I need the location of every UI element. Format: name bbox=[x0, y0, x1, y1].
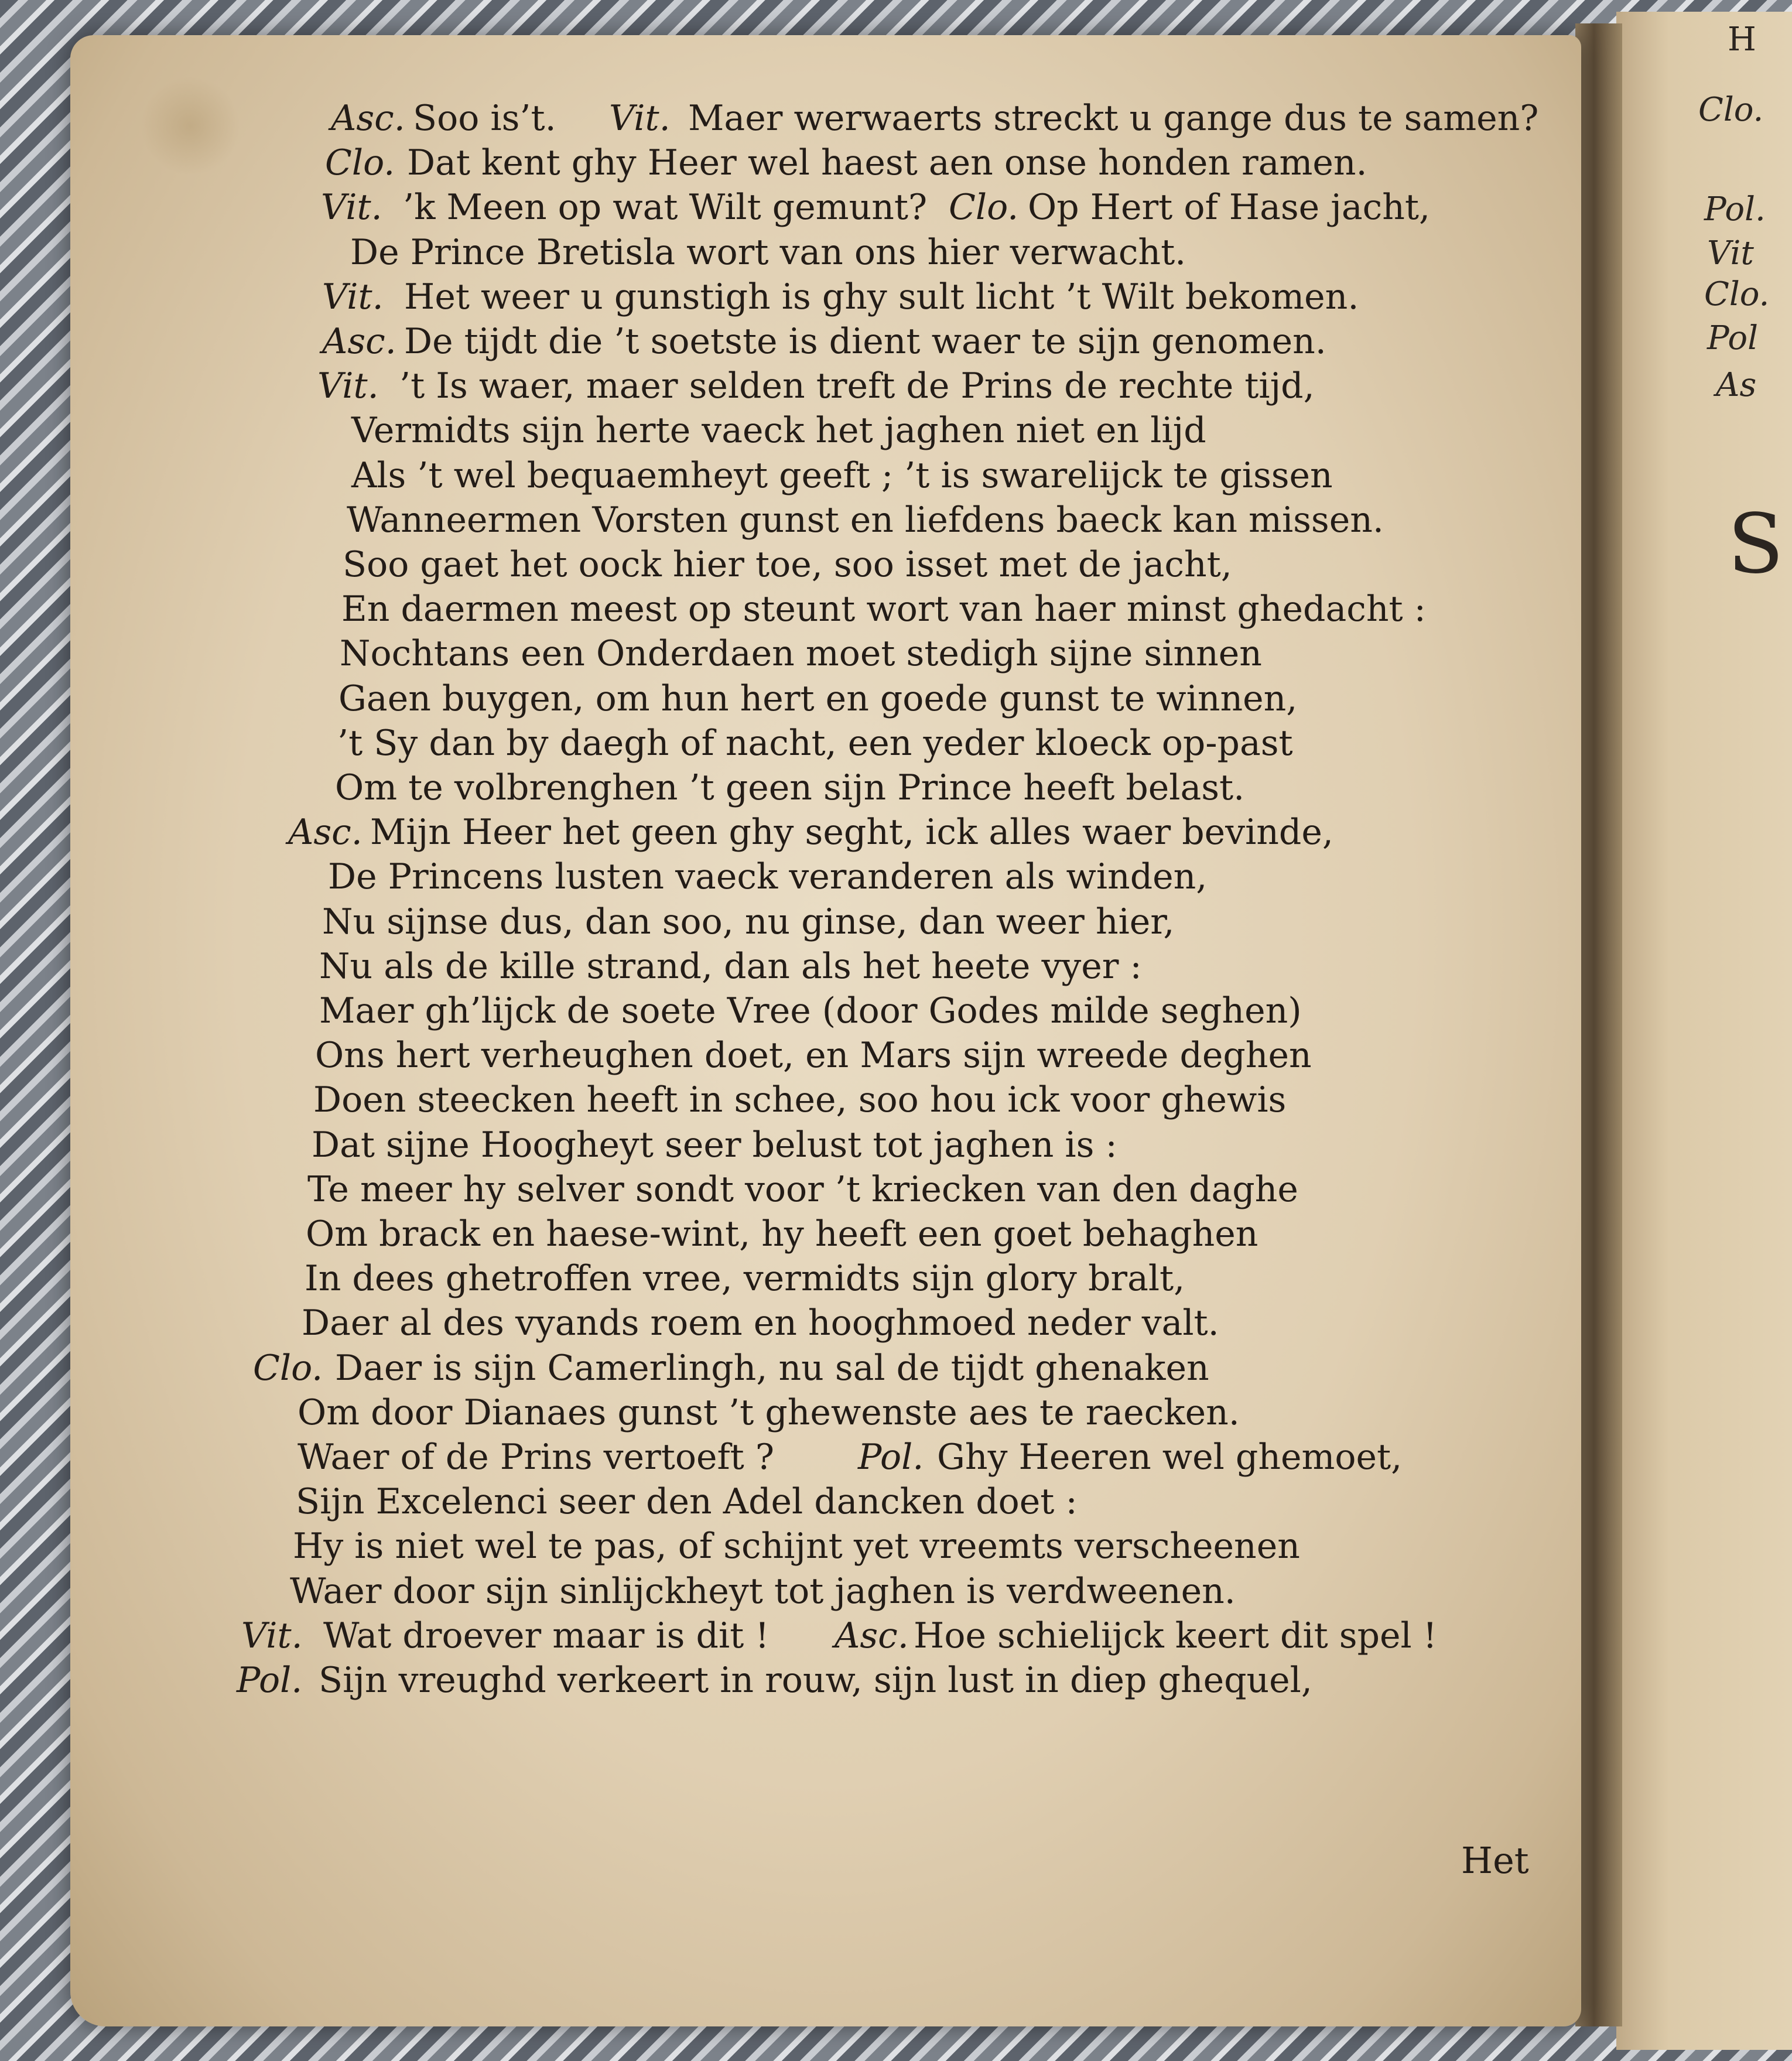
facing-page bbox=[1616, 12, 1792, 2050]
facing-page-fragment: H bbox=[1728, 20, 1756, 59]
verse-line: Gaen buygen, om hun hert en goede gunst te winnen, bbox=[338, 678, 1298, 719]
speaker-label: Pol. bbox=[237, 1660, 303, 1701]
catchword: Het bbox=[1461, 1839, 1529, 1882]
verse-line: Wanneermen Vorsten gunst en liefdens baeck kan missen. bbox=[347, 500, 1384, 541]
speaker-label: Asc. bbox=[322, 321, 396, 362]
speaker-label: Clo. bbox=[949, 187, 1019, 228]
facing-page-fragment: Vit bbox=[1707, 234, 1754, 272]
verse-line: Soo gaet het oock hier toe, soo isset met de jacht, bbox=[343, 544, 1232, 585]
verse-line-continuation: Ghy Heeren wel ghemoet, bbox=[937, 1437, 1403, 1478]
facing-page-fragment: Clo. bbox=[1698, 91, 1764, 129]
verse-line: Dat sijne Hoogheyt seer belust tot jaghen is : bbox=[312, 1125, 1117, 1165]
verse-line: Daer is sijn Camerlingh, nu sal de tijdt ghenaken bbox=[335, 1348, 1209, 1389]
verse-line: De Prince Bretisla wort van ons hier verwacht. bbox=[350, 232, 1186, 273]
verse-line: Waer door sijn sinlijckheyt tot jaghen is verdweenen. bbox=[290, 1571, 1236, 1612]
verse-line: Wat droever maar is dit ! bbox=[323, 1615, 770, 1656]
verse-line: Om door Dianaes gunst ’t ghewenste aes te raecken. bbox=[297, 1392, 1240, 1433]
speaker-label: Asc. bbox=[835, 1615, 909, 1656]
verse-line: Nochtans een Onderdaen moet stedigh sijne sinnen bbox=[340, 633, 1262, 674]
verse-line: Mijn Heer het geen ghy seght, ick alles waer bevinde, bbox=[370, 812, 1333, 853]
speaker-label: Vit. bbox=[322, 276, 384, 317]
facing-page-fragment: As bbox=[1716, 366, 1757, 404]
verse-line: ’t Sy dan by daegh of nacht, een yeder kloeck op-past bbox=[337, 723, 1293, 764]
speaker-label: Pol. bbox=[858, 1437, 924, 1478]
verse-line: Vermidts sijn herte vaeck het jaghen niet en lijd bbox=[351, 410, 1206, 451]
verse-line: ’t Is waer, maer selden treft de Prins de rechte tijd, bbox=[399, 365, 1315, 406]
speaker-label: Vit. bbox=[317, 365, 379, 406]
verse-line: En daermen meest op steunt wort van haer minst ghedacht : bbox=[341, 589, 1426, 630]
facing-page-fragment: Pol. bbox=[1704, 190, 1766, 228]
verse-line: Nu als de kille strand, dan als het heete vyer : bbox=[319, 946, 1142, 987]
verse-line-continuation: Maer werwaerts streckt u gange dus te samen? bbox=[688, 98, 1539, 139]
facing-page-fragment: S bbox=[1728, 497, 1784, 592]
speaker-label: Vit. bbox=[609, 98, 671, 139]
verse-line: Soo is’t. bbox=[413, 98, 556, 139]
verse-line: Hy is niet wel te pas, of schijnt yet vreemts verscheenen bbox=[293, 1526, 1300, 1567]
speaker-label: Vit. bbox=[321, 187, 382, 228]
verse-line: ’k Meen op wat Wilt gemunt? bbox=[403, 187, 928, 228]
verse-line: De Princens lusten vaeck veranderen als winden, bbox=[328, 856, 1208, 897]
verse-line: Waer of de Prins vertoeft ? bbox=[297, 1437, 775, 1478]
speaker-label: Clo. bbox=[253, 1348, 323, 1389]
verse-line: Te meer hy selver sondt voor ’t kriecken van den daghe bbox=[307, 1169, 1298, 1210]
verse-line: Dat kent ghy Heer wel haest aen onse honden ramen. bbox=[407, 142, 1367, 183]
verse-line: Sijn vreughd verkeert in rouw, sijn lust in diep ghequel, bbox=[319, 1660, 1312, 1701]
verse-line: Doen steecken heeft in schee, soo hou ick voor ghewis bbox=[313, 1079, 1287, 1120]
verse-line: Nu sijnse dus, dan soo, nu ginse, dan weer hier, bbox=[322, 901, 1175, 942]
verse-line: Daer al des vyands roem en hooghmoed neder valt. bbox=[302, 1303, 1219, 1344]
verse-line: Als ’t wel bequaemheyt geeft ; ’t is swarelijck te gissen bbox=[351, 455, 1333, 496]
facing-page-fragment: Pol bbox=[1707, 319, 1759, 357]
facing-page-fragment: Clo. bbox=[1704, 275, 1770, 313]
verse-line: Sijn Excelenci seer den Adel dancken doet : bbox=[296, 1481, 1078, 1522]
verse-line: Om te volbrenghen ’t geen sijn Prince heeft belast. bbox=[335, 767, 1245, 808]
verse-line: Het weer u gunstigh is ghy sult licht ’t Wilt bekomen. bbox=[404, 276, 1359, 317]
verse-line: Maer gh’lijck de soete Vree (door Godes milde seghen) bbox=[319, 990, 1302, 1031]
speaker-label: Asc. bbox=[288, 812, 362, 853]
book-gutter bbox=[1575, 23, 1622, 2026]
verse-line: Ons hert verheughen doet, en Mars sijn wreede deghen bbox=[315, 1035, 1312, 1076]
speaker-label: Asc. bbox=[331, 98, 405, 139]
verse-line: In dees ghetroffen vree, vermidts sijn glory bralt, bbox=[305, 1258, 1185, 1299]
verse-line-continuation: Op Hert of Hase jacht, bbox=[1028, 187, 1431, 228]
speaker-label: Vit. bbox=[241, 1615, 303, 1656]
verse-line-continuation: Hoe schielijck keert dit spel ! bbox=[914, 1615, 1437, 1656]
speaker-label: Clo. bbox=[325, 142, 395, 183]
verse-line: De tijdt die ’t soetste is dient waer te sijn genomen. bbox=[404, 321, 1326, 362]
verse-line: Om brack en haese-wint, hy heeft een goet behaghen bbox=[306, 1214, 1258, 1255]
